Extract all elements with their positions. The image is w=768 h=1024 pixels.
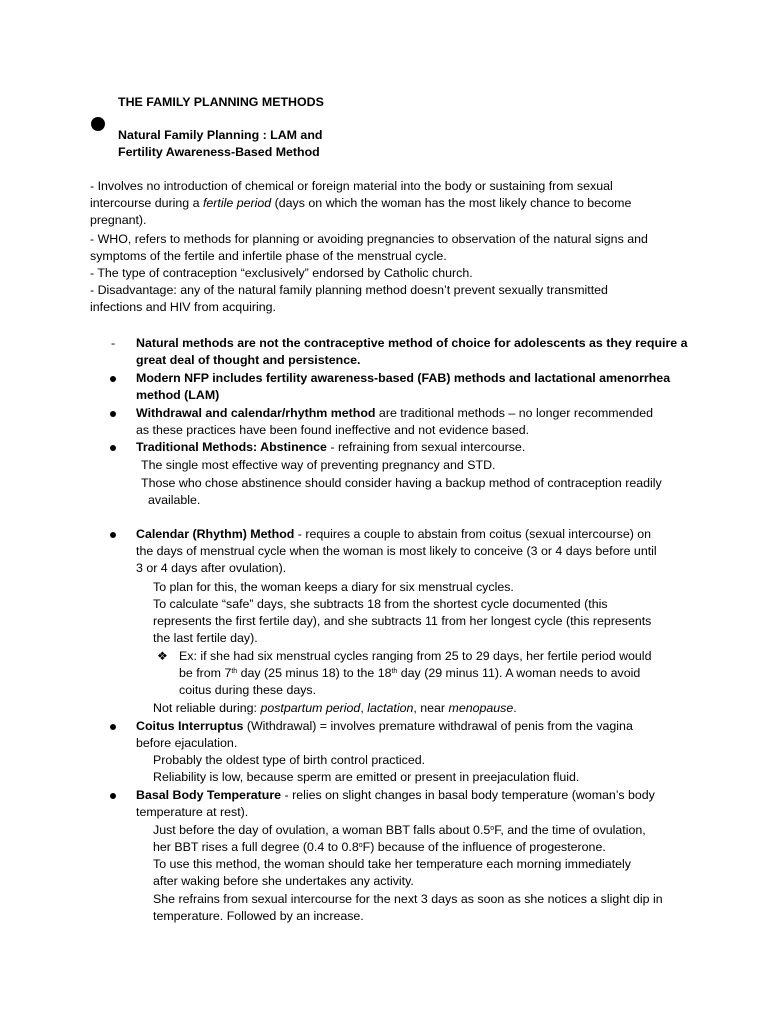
text-span: includes fertility awareness-based (FAB) methods and lactational amenorrhea [208,371,671,385]
calendar-example [179,665,640,682]
text-span: (days on which the woman has the most likely chance to become [271,196,632,210]
abstinence-note: The single most effective way of preventing pregnancy and STD. [141,458,496,472]
intro-line: - Disadvantage: any of the natural family planning method doesn’t prevent sexually transmitted [90,283,608,297]
bullet-icon [110,793,116,799]
superscript: th [391,668,398,675]
text-span: her BBT rises a full degree (0.4 to 0.8 [153,840,359,854]
text-span: lactation [367,701,414,715]
bullet-icon [110,532,116,538]
fertile-period-term: fertile period [202,196,272,210]
text-span: , near [413,701,449,715]
coitus-line: Reliability is low, because sperm are emitted or present in preejaculation fluid. [153,770,580,784]
list-item-nfp-cont: method (LAM) [136,388,220,402]
text-span: menopause [448,701,514,715]
text-span: be from 7 [179,666,232,680]
text-span: Withdrawal and calendar/rhythm method [136,406,376,420]
text-span: - refraining from sexual intercourse. [326,440,526,454]
bbt-line: temperature at rest). [136,805,249,819]
coitus-line: before ejaculation. [136,736,238,750]
text-span: Calendar (Rhythm) Method [136,527,295,541]
text-span: F, and the time of ovulation, [494,823,646,837]
superscript: o [490,825,495,832]
intro-line: pregnant). [90,213,147,227]
list-item-bbt [136,787,655,804]
list-item-withdrawal [136,405,653,422]
coitus-line: Probably the oldest type of birth control practiced. [153,753,426,767]
text-span: day (25 minus 18) to the 18 [237,666,392,680]
text-span: Just before the day of ovulation, a woman BBT falls about 0.5 [153,823,491,837]
intro-line: - Involves no introduction of chemical or foreign material into the body or sustaining from sexual [90,179,613,193]
bbt-line: To use this method, the woman should take her temperature each morning immediately [153,857,631,871]
list-item-natural-cont: great deal of thought and persistence. [136,353,361,367]
text-span: . [513,701,517,715]
bullet-icon [110,376,116,382]
superscript: th [231,668,238,675]
list-item-nfp [136,370,670,387]
text-span: Basal Body Temperature [136,788,282,802]
text-span: are traditional methods – no longer recommended [375,406,654,420]
abstinence-note: Those who chose abstinence should consider having a backup method of contraception readily [141,476,662,490]
text-span: Modern NFP [136,371,209,385]
bbt-line [153,839,606,856]
text-span: postpartum period [260,701,361,715]
text-span: (Withdrawal) = involves premature withdrawal of penis from the vagina [243,719,633,733]
bbt-line: temperature. Followed by an increase. [153,909,364,923]
text-span: intercourse during a [90,196,203,210]
calendar-line: 3 or 4 days after ovulation). [136,561,287,575]
bbt-line: She refrains from sexual intercourse for the next 3 days as soon as she notices a slight dip in [153,892,663,906]
calendar-line: To calculate “safe” days, she subtracts 18 from the shortest cycle documented (this [153,597,608,611]
list-item-calendar [136,526,651,543]
calendar-line: the days of menstrual cycle when the woman is most likely to conceive (3 or 4 days before until [136,544,657,558]
section-heading-line1: Natural Family Planning : LAM and [118,128,323,142]
dash-marker: - [111,336,116,350]
list-item-abstinence [136,439,525,456]
bbt-line: after waking before she undertakes any activity. [153,874,414,888]
diamond-bullet-icon: ❖ [157,649,168,663]
bullet-icon [91,117,105,131]
bbt-line [153,822,646,839]
calendar-line: represents the first fertile day), and she subtracts 11 from her longest cycle (this represents [153,614,652,628]
text-span: Not reliable during: [153,701,261,715]
list-item-natural: Natural methods are not the contraceptive method of choice for adolescents as they require a [136,336,688,350]
calendar-not-reliable [153,700,517,717]
bullet-icon [110,724,116,730]
intro-line: symptoms of the fertile and infertile phase of the menstrual cycle. [90,249,447,263]
intro-line: - WHO, refers to methods for planning or avoiding pregnancies to observation of the natural signs and [90,232,648,246]
calendar-example: coitus during these days. [179,683,317,697]
bullet-icon [110,445,116,451]
list-item-coitus [136,718,633,735]
intro-line: infections and HIV from acquiring. [90,300,276,314]
calendar-example: Ex: if she had six menstrual cycles ranging from 25 to 29 days, her fertile period would [179,649,652,663]
text-span: , [360,701,368,715]
text-span: F) because of the influence of progesterone. [362,840,606,854]
list-item-withdrawal-cont: as these practices have been found ineffective and not evidence based. [136,423,530,437]
superscript: o [358,842,363,849]
text-span: Coitus Interruptus [136,719,244,733]
text-span: - relies on slight changes in basal body temperature (woman’s body [281,788,655,802]
calendar-line: To plan for this, the woman keeps a diary for six menstrual cycles. [153,580,514,594]
text-span: day (29 minus 11). A woman needs to avoid [397,666,641,680]
abstinence-note: available. [148,493,201,507]
text-span: Traditional Methods: Abstinence [136,440,327,454]
document-title: THE FAMILY PLANNING METHODS [118,95,324,109]
intro-line: - The type of contraception “exclusively” endorsed by Catholic church. [90,266,473,280]
section-heading-line2: Fertility Awareness-Based Method [118,145,320,159]
text-span: - requires a couple to abstain from coitus (sexual intercourse) on [294,527,652,541]
calendar-line: the last fertile day). [153,631,258,645]
intro-line [90,195,631,212]
bullet-icon [110,411,116,417]
